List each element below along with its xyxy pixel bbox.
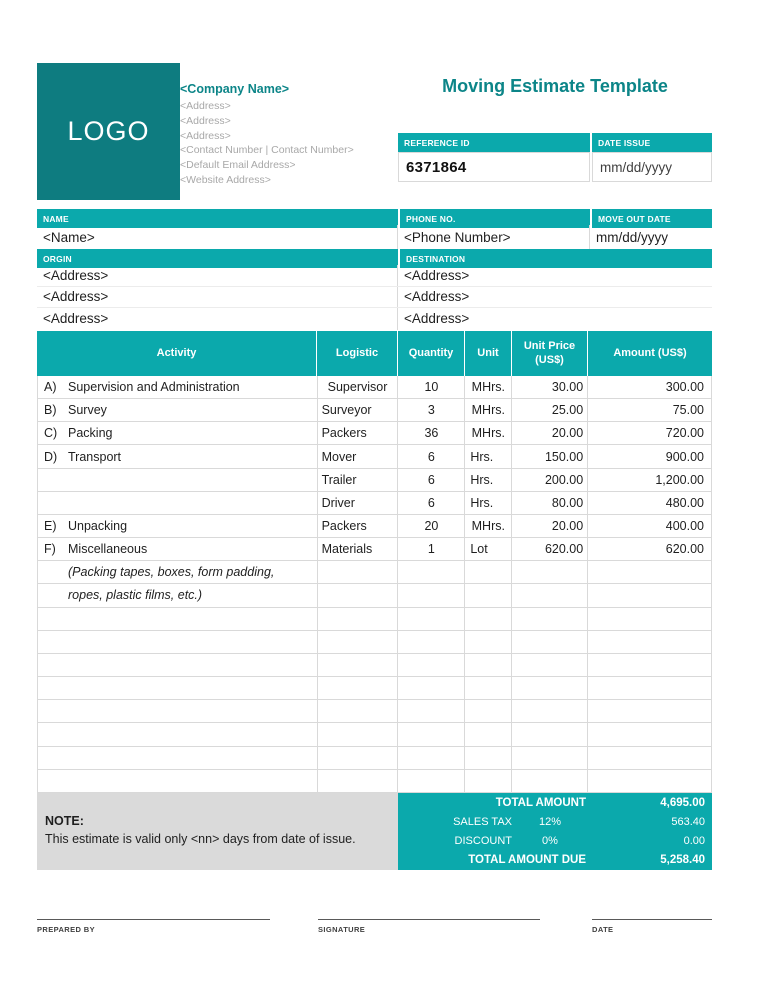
column-header-unit: Unit [465,331,512,376]
table-row [38,631,712,654]
cell-activity[interactable]: B) Survey [38,399,318,421]
company-address-line[interactable]: <Address> [180,129,231,142]
cell-activity[interactable] [38,700,318,722]
prepared-by-line [37,919,270,920]
total-amount-due-value[interactable]: 5,258.40 [660,854,705,867]
total-amount-value[interactable]: 4,695.00 [660,796,705,809]
cell-unit[interactable] [465,584,512,606]
cell-unit-price[interactable] [512,700,588,722]
cell-quantity[interactable]: 6 [398,492,465,514]
address-row [37,308,712,330]
cell-activity[interactable]: E) Unpacking [38,515,318,537]
cell-unit-price[interactable]: 20.00 [512,515,588,537]
cell-amount[interactable] [588,677,712,699]
cell-amount[interactable]: 720.00 [588,422,712,444]
origin-address-field[interactable]: <Address> [37,287,398,308]
estimate-table-header [37,331,712,376]
cell-unit-price[interactable]: 200.00 [512,469,588,491]
cell-unit-price[interactable] [512,608,588,630]
cell-logistic[interactable]: Driver [318,492,399,514]
cell-amount[interactable]: 75.00 [588,399,712,421]
cell-unit[interactable] [465,561,512,583]
cell-unit[interactable] [465,677,512,699]
cell-activity[interactable]: C) Packing [38,422,318,444]
column-header-amount: Amount (US$) [588,331,712,376]
sales-tax-value[interactable]: 563.40 [671,815,705,828]
cell-unit-price[interactable] [512,723,588,745]
total-amount-due-row [398,851,712,870]
table-row [38,492,712,515]
cell-unit-price[interactable] [512,654,588,676]
date-issue-label: DATE ISSUE [592,133,712,152]
total-amount-row [398,793,712,812]
cell-unit-price[interactable] [512,584,588,606]
table-row [38,608,712,631]
destination-address-field[interactable]: <Address> [404,289,470,305]
cell-unit[interactable]: MHrs. [465,422,512,444]
reference-header-bar [398,133,712,152]
cell-quantity[interactable] [398,747,465,769]
table-row [38,422,712,445]
prepared-by-label: PREPARED BY [37,925,96,934]
cell-amount[interactable]: 620.00 [588,538,712,560]
note-block [37,793,398,870]
cell-quantity[interactable] [398,608,465,630]
cell-quantity[interactable] [398,723,465,745]
cell-unit[interactable] [465,608,512,630]
cell-unit[interactable] [465,770,512,792]
column-header-logistic: Logistic [317,331,398,376]
cell-unit-price[interactable] [512,770,588,792]
destination-label: DESTINATION [400,249,712,268]
date-label: DATE [592,925,614,934]
table-row [38,747,712,770]
cell-logistic[interactable] [318,654,399,676]
cell-activity[interactable] [38,631,318,653]
cell-quantity[interactable]: 36 [398,422,465,444]
cell-activity[interactable] [38,492,318,514]
cell-quantity[interactable] [398,584,465,606]
cell-unit[interactable]: MHrs. [465,515,512,537]
cell-amount[interactable] [588,723,712,745]
company-address-line[interactable]: <Address> [180,100,231,112]
company-name[interactable]: <Company Name> [180,82,290,96]
cell-logistic[interactable]: Packers [318,515,399,537]
cell-logistic[interactable]: Supervisor [318,376,399,398]
date-line [592,919,712,920]
name-field[interactable]: <Name> [37,225,398,249]
cell-unit[interactable] [465,747,512,769]
cell-quantity[interactable]: 1 [398,538,465,560]
cell-logistic[interactable]: Trailer [318,469,399,491]
cell-amount[interactable] [588,561,712,583]
totals-block [398,793,712,870]
cell-logistic[interactable] [318,723,399,745]
table-row [38,700,712,723]
reference-id-label: REFERENCE ID [398,133,590,152]
cell-amount[interactable]: 480.00 [588,492,712,514]
page-title: Moving Estimate Template [442,76,668,96]
cell-activity[interactable]: D) Transport [38,445,318,467]
move-out-date-field[interactable]: mm/dd/yyyy [596,229,669,245]
cell-logistic[interactable] [318,677,399,699]
cell-amount[interactable] [588,654,712,676]
move-out-date-label: MOVE OUT DATE [592,209,712,228]
cell-quantity[interactable] [398,700,465,722]
cell-logistic[interactable]: Packers [318,422,399,444]
discount-label: DISCOUNT [454,835,512,848]
cell-activity[interactable] [38,469,318,491]
cell-unit[interactable]: Hrs. [465,492,512,514]
estimate-table-body [37,376,712,793]
origin-address-field[interactable]: <Address> [37,308,398,330]
cell-logistic[interactable]: Surveyor [318,399,399,421]
cell-activity[interactable]: F) Miscellaneous [38,538,318,560]
table-row [38,515,712,538]
cell-activity[interactable] [38,770,318,792]
cell-unit[interactable]: Hrs. [465,469,512,491]
phone-label: PHONE NO. [400,209,590,228]
cell-amount[interactable]: 300.00 [588,376,712,398]
cell-activity[interactable] [38,608,318,630]
address-row [37,265,712,287]
cell-quantity[interactable]: 6 [398,469,465,491]
cell-unit[interactable]: Lot [465,538,512,560]
cell-unit-price[interactable] [512,677,588,699]
cell-quantity[interactable]: 3 [398,399,465,421]
logo-text: LOGO [67,116,150,146]
cell-unit-price[interactable] [512,747,588,769]
cell-logistic[interactable] [318,561,399,583]
name-label: NAME [37,209,398,228]
cell-activity[interactable]: (Packing tapes, boxes, form padding, [38,561,318,583]
cell-quantity[interactable] [398,654,465,676]
cell-quantity[interactable]: 20 [398,515,465,537]
cell-amount[interactable]: 400.00 [588,515,712,537]
cell-amount[interactable] [588,747,712,769]
cell-logistic[interactable] [318,608,399,630]
cell-unit-price[interactable]: 25.00 [512,399,588,421]
cell-unit[interactable] [465,654,512,676]
cell-unit[interactable] [465,631,512,653]
table-row [38,538,712,561]
company-logo [37,63,180,200]
cell-logistic[interactable] [318,700,399,722]
cell-unit[interactable]: MHrs. [465,399,512,421]
discount-value[interactable]: 0.00 [683,835,705,848]
table-row [38,654,712,677]
table-row [38,770,712,793]
table-row [38,584,712,607]
company-info [180,82,354,188]
cell-activity[interactable] [38,723,318,745]
cell-unit-price[interactable]: 620.00 [512,538,588,560]
reference-block [398,133,712,182]
cell-quantity[interactable] [398,631,465,653]
cell-quantity[interactable]: 6 [398,445,465,467]
estimate-table [37,331,712,793]
cell-quantity[interactable]: 10 [398,376,465,398]
discount-rate-field[interactable]: 0% [542,835,558,848]
table-row [38,445,712,468]
cell-activity[interactable] [38,654,318,676]
cell-unit[interactable]: MHrs. [465,376,512,398]
cell-activity[interactable] [38,677,318,699]
total-amount-due-label: TOTAL AMOUNT DUE [468,854,586,867]
cell-amount[interactable] [588,584,712,606]
cell-unit-price[interactable]: 30.00 [512,376,588,398]
sales-tax-row [398,812,712,831]
cell-activity[interactable]: A) Supervision and Administration [38,376,318,398]
sales-tax-rate-field[interactable]: 12% [538,815,562,828]
cell-logistic[interactable] [318,747,399,769]
note-title: NOTE: [45,814,84,828]
sales-tax-label: SALES TAX [453,815,512,828]
cell-quantity[interactable] [398,770,465,792]
cell-unit[interactable] [465,723,512,745]
cell-activity[interactable] [38,747,318,769]
signature-label: SIGNATURE [318,925,366,934]
reference-id-field[interactable]: 6371864 [398,152,590,182]
phone-field[interactable]: <Phone Number> [398,225,590,249]
cell-unit-price[interactable] [512,561,588,583]
table-row [38,677,712,700]
discount-row [398,832,712,851]
cell-unit-price[interactable]: 150.00 [512,445,588,467]
table-row [38,561,712,584]
destination-address-field[interactable]: <Address> [404,267,470,283]
cell-unit-price[interactable]: 80.00 [512,492,588,514]
cell-quantity[interactable] [398,561,465,583]
date-issue-field[interactable]: mm/dd/yyyy [592,152,712,182]
company-website-line[interactable]: <Website Address> [180,173,271,186]
cell-logistic[interactable] [318,631,399,653]
cell-logistic[interactable]: Materials [318,538,399,560]
cell-amount[interactable] [588,700,712,722]
company-contact-line[interactable]: <Contact Number | Contact Number> [180,144,354,157]
cell-activity[interactable]: ropes, plastic films, etc.) [38,584,318,606]
table-row [38,399,712,422]
address-row [37,287,712,309]
column-header-quantity: Quantity [398,331,465,376]
column-header-unit-price: Unit Price (US$) [512,331,588,376]
note-text[interactable]: This estimate is valid only <nn> days from date of issue. [45,832,356,846]
cell-amount[interactable] [588,770,712,792]
cell-amount[interactable]: 1,200.00 [588,469,712,491]
cell-amount[interactable] [588,631,712,653]
origin-label: ORGIN [37,249,398,268]
cell-logistic[interactable] [318,770,399,792]
address-grid [37,265,712,330]
destination-address-field[interactable]: <Address> [404,311,470,327]
table-row [38,469,712,492]
origin-address-field[interactable]: <Address> [37,265,398,286]
table-row [38,376,712,399]
cell-unit[interactable]: Hrs. [465,445,512,467]
cell-unit-price[interactable] [512,631,588,653]
company-email-line[interactable]: <Default Email Address> [180,159,296,172]
cell-unit[interactable] [465,700,512,722]
cell-logistic[interactable] [318,584,399,606]
cell-logistic[interactable]: Mover [318,445,399,467]
cell-unit-price[interactable]: 20.00 [512,422,588,444]
company-address-line[interactable]: <Address> [180,114,231,127]
cell-quantity[interactable] [398,677,465,699]
cell-amount[interactable]: 900.00 [588,445,712,467]
total-amount-label: TOTAL AMOUNT [495,796,586,809]
column-header-activity: Activity [37,331,317,376]
signature-line [318,919,540,920]
cell-amount[interactable] [588,608,712,630]
table-row [38,723,712,746]
